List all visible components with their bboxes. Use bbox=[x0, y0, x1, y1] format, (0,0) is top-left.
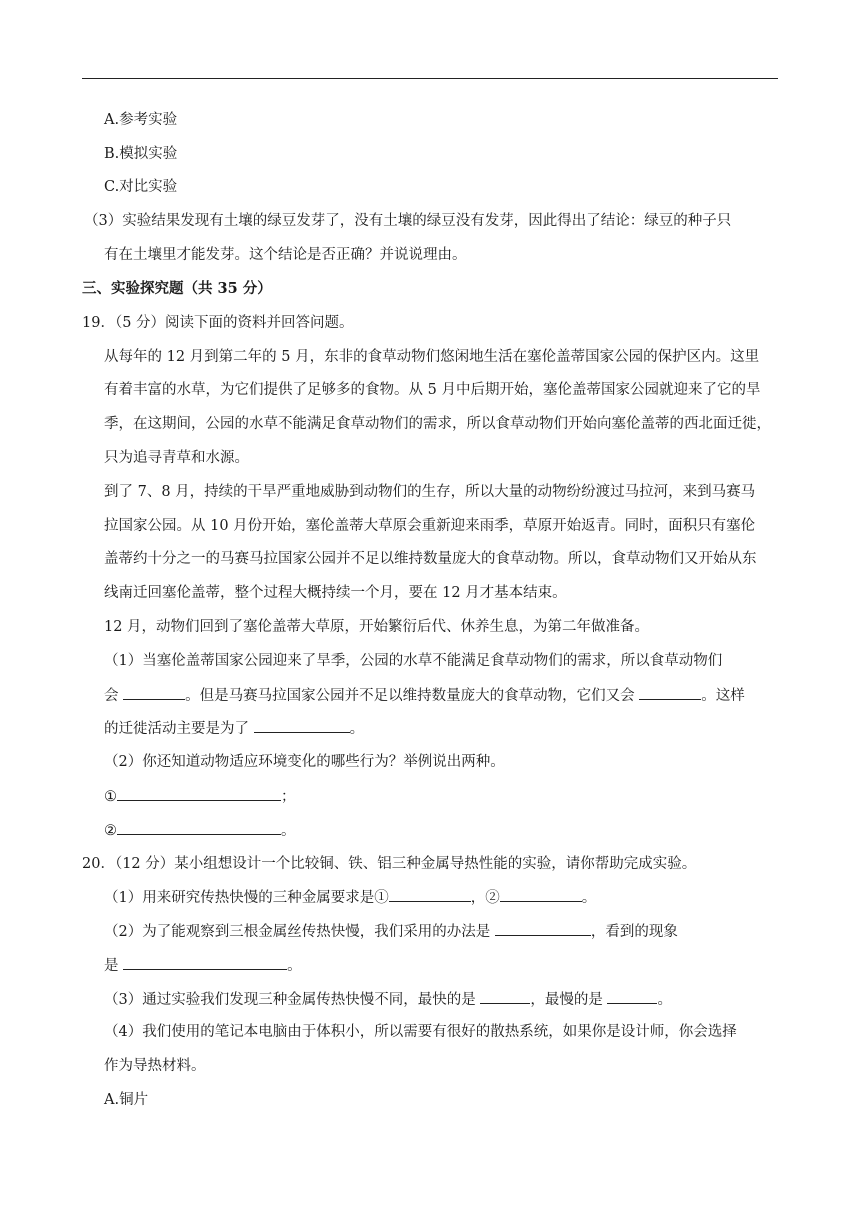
q19-sub2-line: （2）你还知道动物适应环境变化的哪些行为？举例说出两种。 bbox=[104, 754, 505, 770]
q20-option-a: A.铜片 bbox=[104, 1092, 149, 1108]
q20-sub4-line2: 作为导热材料。 bbox=[104, 1058, 206, 1074]
q19-para1-line3: 季，在这期间，公园的水草不能满足食草动物们的需求，所以食草动物们开始向塞伦盖蒂的西北面迁徙， bbox=[104, 416, 771, 432]
q18-sub3-line2: 有在土壤里才能发芽。这个结论是否正确？并说说理由。 bbox=[104, 247, 467, 263]
option-c: C.对比实验 bbox=[104, 179, 178, 195]
answer-blank[interactable] bbox=[639, 685, 701, 700]
header-rule bbox=[82, 78, 778, 79]
answer-blank[interactable] bbox=[607, 989, 657, 1004]
answer-blank[interactable] bbox=[500, 887, 582, 902]
q20-sub4-line1: （4）我们使用的笔记本电脑由于体积小，所以需要有很好的散热系统，如果你是设计师，你会选择 bbox=[104, 1024, 737, 1040]
q20-sub1: （1）用来研究传热快慢的三种金属要求是① ，② 。 bbox=[104, 887, 596, 908]
q20-sub2-line2: 是 。 bbox=[104, 955, 302, 976]
section-title: 三、实验探究题（共 35 分） bbox=[82, 280, 272, 297]
q19-sub2-item1: ① ； bbox=[104, 786, 296, 807]
q19-sub1-line2: 会 。但是马赛马拉国家公园并不足以维持数量庞大的食草动物，它们又会 。这样 bbox=[104, 685, 745, 706]
q19-sub2-item2: ② 。 bbox=[104, 820, 296, 841]
q19-para2-line4: 线南迁回塞伦盖蒂，整个过程大概持续一个月，要在 12 月才基本结束。 bbox=[104, 585, 567, 601]
answer-blank[interactable] bbox=[123, 955, 287, 970]
answer-blank[interactable] bbox=[254, 718, 350, 733]
q19-para1-line4: 只为追寻青草和水源。 bbox=[104, 450, 249, 466]
q19-stem: 19．（5 分）阅读下面的资料并回答问题。 bbox=[82, 315, 354, 331]
q19-sub1-line3: 的迁徙活动主要是为了 。 bbox=[104, 718, 364, 739]
answer-blank[interactable] bbox=[495, 921, 591, 936]
q19-para2-line3: 盖蒂约十分之一的马赛马拉国家公园并不足以维持数量庞大的食草动物。所以，食草动物们又开始从东 bbox=[104, 551, 757, 567]
answer-blank[interactable] bbox=[389, 887, 471, 902]
option-b: B.模拟实验 bbox=[104, 146, 178, 162]
q19-para1-line2: 有着丰富的水草，为它们提供了足够多的食物。从 5 月中后期开始，塞伦盖蒂国家公园就迎来了它的旱 bbox=[104, 382, 761, 398]
q19-para1-line1: 从每年的 12 月到第二年的 5 月，东非的食草动物们悠闲地生活在塞伦盖蒂国家公园的保护区内。这里 bbox=[104, 349, 760, 365]
q20-sub3: （3）通过实验我们发现三种金属传热快慢不同，最快的是 ，最慢的是 。 bbox=[104, 989, 672, 1010]
answer-blank[interactable] bbox=[480, 989, 530, 1004]
answer-blank[interactable] bbox=[117, 820, 281, 835]
q20-sub2-line1: （2）为了能观察到三根金属丝传热快慢，我们采用的办法是 ，看到的现象 bbox=[104, 921, 678, 942]
q18-sub3-line1: （3）实验结果发现有土壤的绿豆发芽了，没有土壤的绿豆没有发芽，因此得出了结论：绿豆的种子只 bbox=[84, 213, 732, 229]
q19-para2-line1: 到了 7、8 月，持续的干旱严重地威胁到动物们的生存，所以大量的动物纷纷渡过马拉河，来到马赛马 bbox=[104, 484, 756, 500]
q19-para3: 12 月，动物们回到了塞伦盖蒂大草原，开始繁衍后代、休养生息，为第二年做准备。 bbox=[104, 619, 650, 635]
q19-para2-line2: 拉国家公园。从 10 月份开始，塞伦盖蒂大草原会重新迎来雨季，草原开始返青。同时，面积只有塞伦 bbox=[104, 518, 756, 534]
answer-blank[interactable] bbox=[123, 685, 185, 700]
q19-sub1-line1: （1）当塞伦盖蒂国家公园迎来了旱季，公园的水草不能满足食草动物们的需求，所以食草动物们 bbox=[104, 653, 723, 669]
answer-blank[interactable] bbox=[117, 786, 281, 801]
q20-stem: 20．（12 分）某小组想设计一个比较铜、铁、铝三种金属导热性能的实验，请你帮助完成实验。 bbox=[82, 856, 697, 872]
option-a: A.参考实验 bbox=[104, 112, 178, 128]
